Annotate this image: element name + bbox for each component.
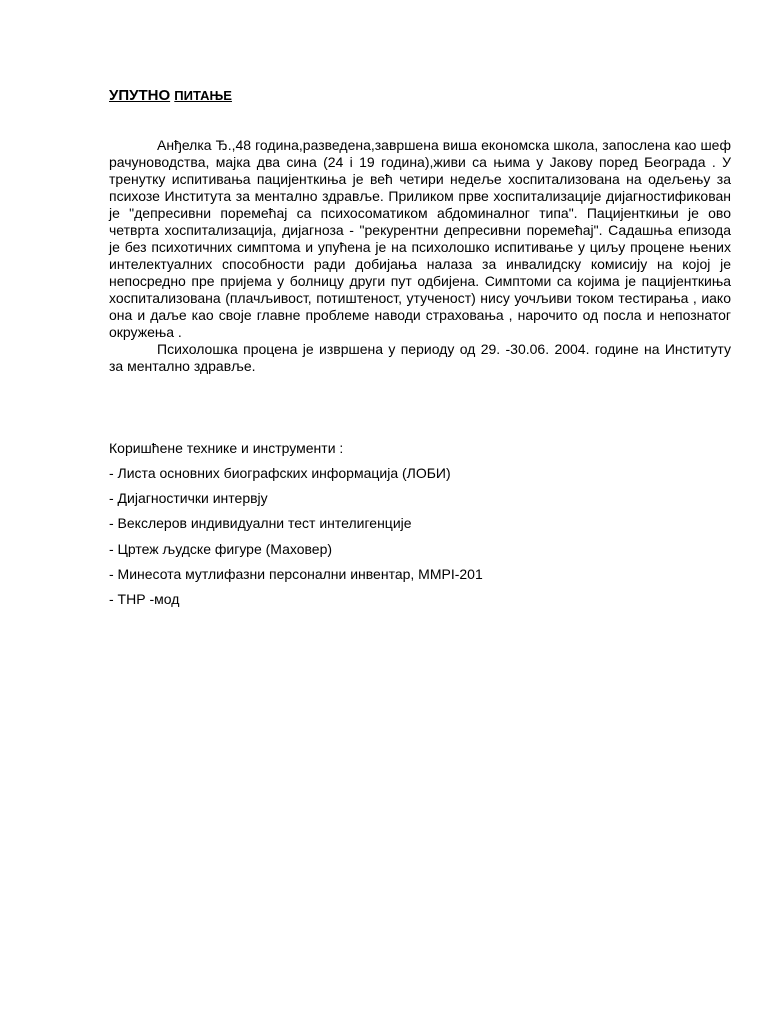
- list-item: - Дијагностички интервју: [109, 490, 268, 507]
- list-item: - Листа основних биографских информација (ЛОБИ): [109, 465, 451, 481]
- case-description: [109, 137, 731, 375]
- paragraph-patient-history: Анђелка Ђ.,48 година,разведена,завршена виша економска школа, запослена као шеф рачуноводства, мајка два сина (24 i 19 година),живи са њима у Јакову поред Београда . У тренутку испитивања пацијенткиња је већ четири недеље хоспитализована на одељењу за психозе Института за ментално здравље. Приликом прве хоспитализације дијагностификован је "депресивни поремећај са психосоматиком абдоминалног типа". Пацијенткињи је ово четврта хоспитализација, дијагноза - "рекурентни депресивни поремећај". Садашња епизода је без психотичних симптома и упућена је на психолошко испитивање у циљу процене њених интелектуалних способности ради добијања налаза за инвалидску комисију на којој је непосредно пре пријема у болницу други пут одбијена. Симптоми са којима је пацијенткиња хоспитализована (плачљивост, потиштеност, утученост) нису уочљиви током тестирања , иако она и даље као своје главне проблеме наводи страховања , нарочито од посла и непознатог окружења .: [109, 137, 731, 340]
- heading-word-1: УПУТНО: [109, 87, 171, 104]
- techniques-list: [109, 465, 731, 608]
- list-item: - Цртеж људске фигуре (Маховер): [109, 540, 333, 557]
- list-item: - Векслеров индивидуални тест интелигенције: [109, 515, 412, 532]
- heading-word-2: ПИТАЊЕ: [174, 88, 232, 103]
- list-item: - ТНР -мод: [109, 590, 180, 607]
- list-item: - Минесота мутлифазни персонални инвентар, MMPI-201: [109, 565, 483, 582]
- techniques-section: [109, 440, 731, 616]
- techniques-title: Коришћене технике и инструменти :: [109, 440, 344, 456]
- document-heading: [109, 87, 232, 105]
- paragraph-assessment-date: Психолошка процена је извршена у периоду од 29. -30.06. 2004. године на Институту за ментално здравље.: [109, 341, 731, 374]
